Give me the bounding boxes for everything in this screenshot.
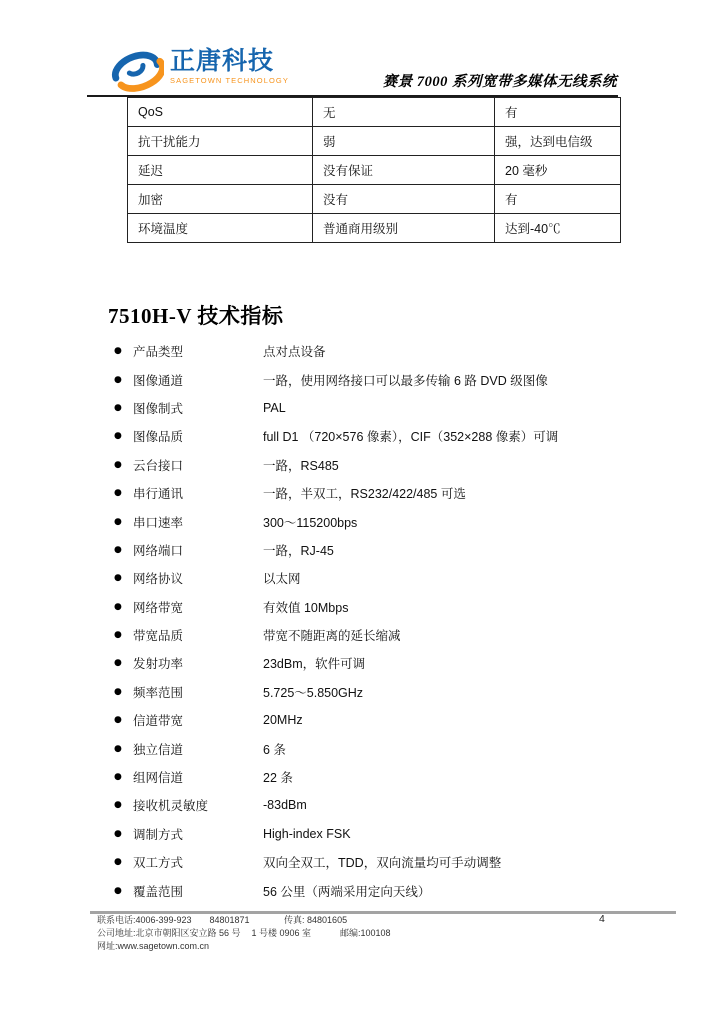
spec-value: 23dBm，软件可调 <box>263 657 366 672</box>
bullet-icon: ● <box>114 431 122 442</box>
spec-value: full D1 （720×576 像素），CIF（352×288 像素）可调 <box>263 430 559 445</box>
spec-item <box>114 876 634 904</box>
spec-list <box>114 337 634 905</box>
spec-label: 带宽品质 <box>133 629 184 644</box>
table-row <box>128 98 621 127</box>
footer-website: 网址:www.sagetown.com.cn <box>97 941 210 951</box>
footer-line-2 <box>97 927 391 940</box>
spec-item <box>114 734 634 762</box>
bullet-icon: ● <box>114 630 122 641</box>
spec-label: 独立信道 <box>133 742 184 757</box>
spec-value: 5.725～5.850GHz <box>263 685 364 700</box>
table-cell: 弱 <box>313 127 495 156</box>
page-number: 4 <box>599 913 605 925</box>
footer-phone: 联系电话:4006-399-923 <box>97 915 192 925</box>
footer-phone-2: 84801871 <box>209 915 250 925</box>
spec-item <box>114 422 634 450</box>
spec-item <box>114 564 634 592</box>
table-cell: 加密 <box>128 185 313 214</box>
company-logo <box>110 42 289 94</box>
spec-value: PAL <box>263 400 286 415</box>
spec-value: -83dBm <box>263 798 307 813</box>
comparison-table <box>127 97 621 243</box>
spec-item <box>114 621 634 649</box>
spec-value: 带宽不随距离的延长缩减 <box>263 629 401 644</box>
spec-label: 网络带宽 <box>133 600 184 615</box>
table-row <box>128 127 621 156</box>
section-title: 7510H-V 技术指标 <box>108 304 284 329</box>
footer-line-1 <box>97 914 391 927</box>
bullet-icon: ● <box>114 686 122 697</box>
bullet-icon: ● <box>114 402 122 413</box>
spec-item <box>114 820 634 848</box>
spec-label: 图像制式 <box>133 401 184 416</box>
spec-item <box>114 365 634 393</box>
spec-item <box>114 706 634 734</box>
spec-label: 串行通讯 <box>133 487 184 502</box>
spec-label: 图像通道 <box>133 373 184 388</box>
spec-value: 以太网 <box>263 572 301 587</box>
bullet-icon: ● <box>114 857 122 868</box>
spec-item <box>114 763 634 791</box>
bullet-icon: ● <box>114 374 122 385</box>
table-cell: 环境温度 <box>128 214 313 243</box>
table-cell: 有 <box>495 98 621 127</box>
bullet-icon: ● <box>114 601 122 612</box>
table-cell: 延迟 <box>128 156 313 185</box>
spec-label: 组网信道 <box>133 771 184 786</box>
spec-value: 一路，RS485 <box>263 458 339 473</box>
spec-value: 20MHz <box>263 713 303 728</box>
spec-value: 300～115200bps <box>263 515 358 530</box>
spec-item <box>114 848 634 876</box>
spec-item <box>114 536 634 564</box>
footer-postcode: 邮编:100108 <box>340 928 391 938</box>
spec-label: 图像品质 <box>133 430 184 445</box>
spec-value: 点对点设备 <box>263 345 326 360</box>
bullet-icon: ● <box>114 488 122 499</box>
bullet-icon: ● <box>114 459 122 470</box>
spec-label: 双工方式 <box>133 856 184 871</box>
footer-fax: 传真: 84801605 <box>284 915 348 925</box>
spec-item <box>114 649 634 677</box>
footer-line-3 <box>97 940 391 953</box>
doc-series-title: 赛景 7000 系列宽带多媒体无线系统 <box>382 74 617 90</box>
bullet-icon: ● <box>114 800 122 811</box>
footer-contact-block <box>97 914 391 953</box>
table-cell: 无 <box>313 98 495 127</box>
footer-address: 公司地址:北京市朝阳区安立路 56 号 <box>97 928 241 938</box>
footer-building: 1 号楼 0906 室 <box>251 928 312 938</box>
spec-label: 信道带宽 <box>133 714 184 729</box>
table-cell: 普通商用级别 <box>313 214 495 243</box>
table-cell: QoS <box>128 98 313 127</box>
bullet-icon: ● <box>114 772 122 783</box>
orbit-logo-icon <box>110 42 164 94</box>
logo-brand-name: 正唐科技 <box>170 47 275 75</box>
spec-label: 频率范围 <box>133 685 184 700</box>
spec-label: 产品类型 <box>133 345 184 360</box>
bullet-icon: ● <box>114 715 122 726</box>
spec-value: 有效值 10Mbps <box>263 600 349 615</box>
spec-item <box>114 451 634 479</box>
table-cell: 20 毫秒 <box>495 156 621 185</box>
spec-value: 22 条 <box>263 771 293 786</box>
bullet-icon: ● <box>114 658 122 669</box>
bullet-icon: ● <box>114 544 122 555</box>
spec-value: 56 公里（两端采用定向天线） <box>263 884 431 899</box>
spec-item <box>114 593 634 621</box>
spec-item <box>114 394 634 422</box>
table-cell: 强，达到电信级 <box>495 127 621 156</box>
spec-item <box>114 507 634 535</box>
comparison-table-body <box>128 98 621 243</box>
spec-label: 网络协议 <box>133 572 184 587</box>
spec-label: 网络端口 <box>133 543 184 558</box>
spec-item <box>114 678 634 706</box>
bullet-icon: ● <box>114 516 122 527</box>
spec-item <box>114 479 634 507</box>
spec-value: 一路，半双工，RS232/422/485 可选 <box>263 487 466 502</box>
spec-label: 调制方式 <box>133 827 184 842</box>
table-cell: 有 <box>495 185 621 214</box>
table-row <box>128 214 621 243</box>
table-row <box>128 185 621 214</box>
spec-value: 一路，RJ-45 <box>263 543 334 558</box>
table-row <box>128 156 621 185</box>
bullet-icon: ● <box>114 346 122 357</box>
table-cell: 没有保证 <box>313 156 495 185</box>
table-cell: 达到-40℃ <box>495 214 621 243</box>
table-cell: 抗干扰能力 <box>128 127 313 156</box>
spec-label: 接收机灵敏度 <box>133 799 209 814</box>
spec-item <box>114 791 634 819</box>
spec-label: 发射功率 <box>133 657 184 672</box>
spec-value: 一路，使用网络接口可以最多传输 6 路 DVD 级图像 <box>263 373 548 388</box>
table-cell: 没有 <box>313 185 495 214</box>
spec-value: 6 条 <box>263 742 286 757</box>
bullet-icon: ● <box>114 743 122 754</box>
spec-label: 覆盖范围 <box>133 884 184 899</box>
spec-item <box>114 337 634 365</box>
logo-subtitle: SAGETOWN TECHNOLOGY <box>170 76 289 85</box>
spec-label: 云台接口 <box>133 458 184 473</box>
bullet-icon: ● <box>114 885 122 896</box>
spec-value: 双向全双工，TDD，双向流量均可手动调整 <box>263 856 502 871</box>
bullet-icon: ● <box>114 828 122 839</box>
bullet-icon: ● <box>114 573 122 584</box>
logo-text <box>170 42 289 85</box>
spec-label: 串口速率 <box>133 515 184 530</box>
spec-value: High-index FSK <box>263 826 351 841</box>
